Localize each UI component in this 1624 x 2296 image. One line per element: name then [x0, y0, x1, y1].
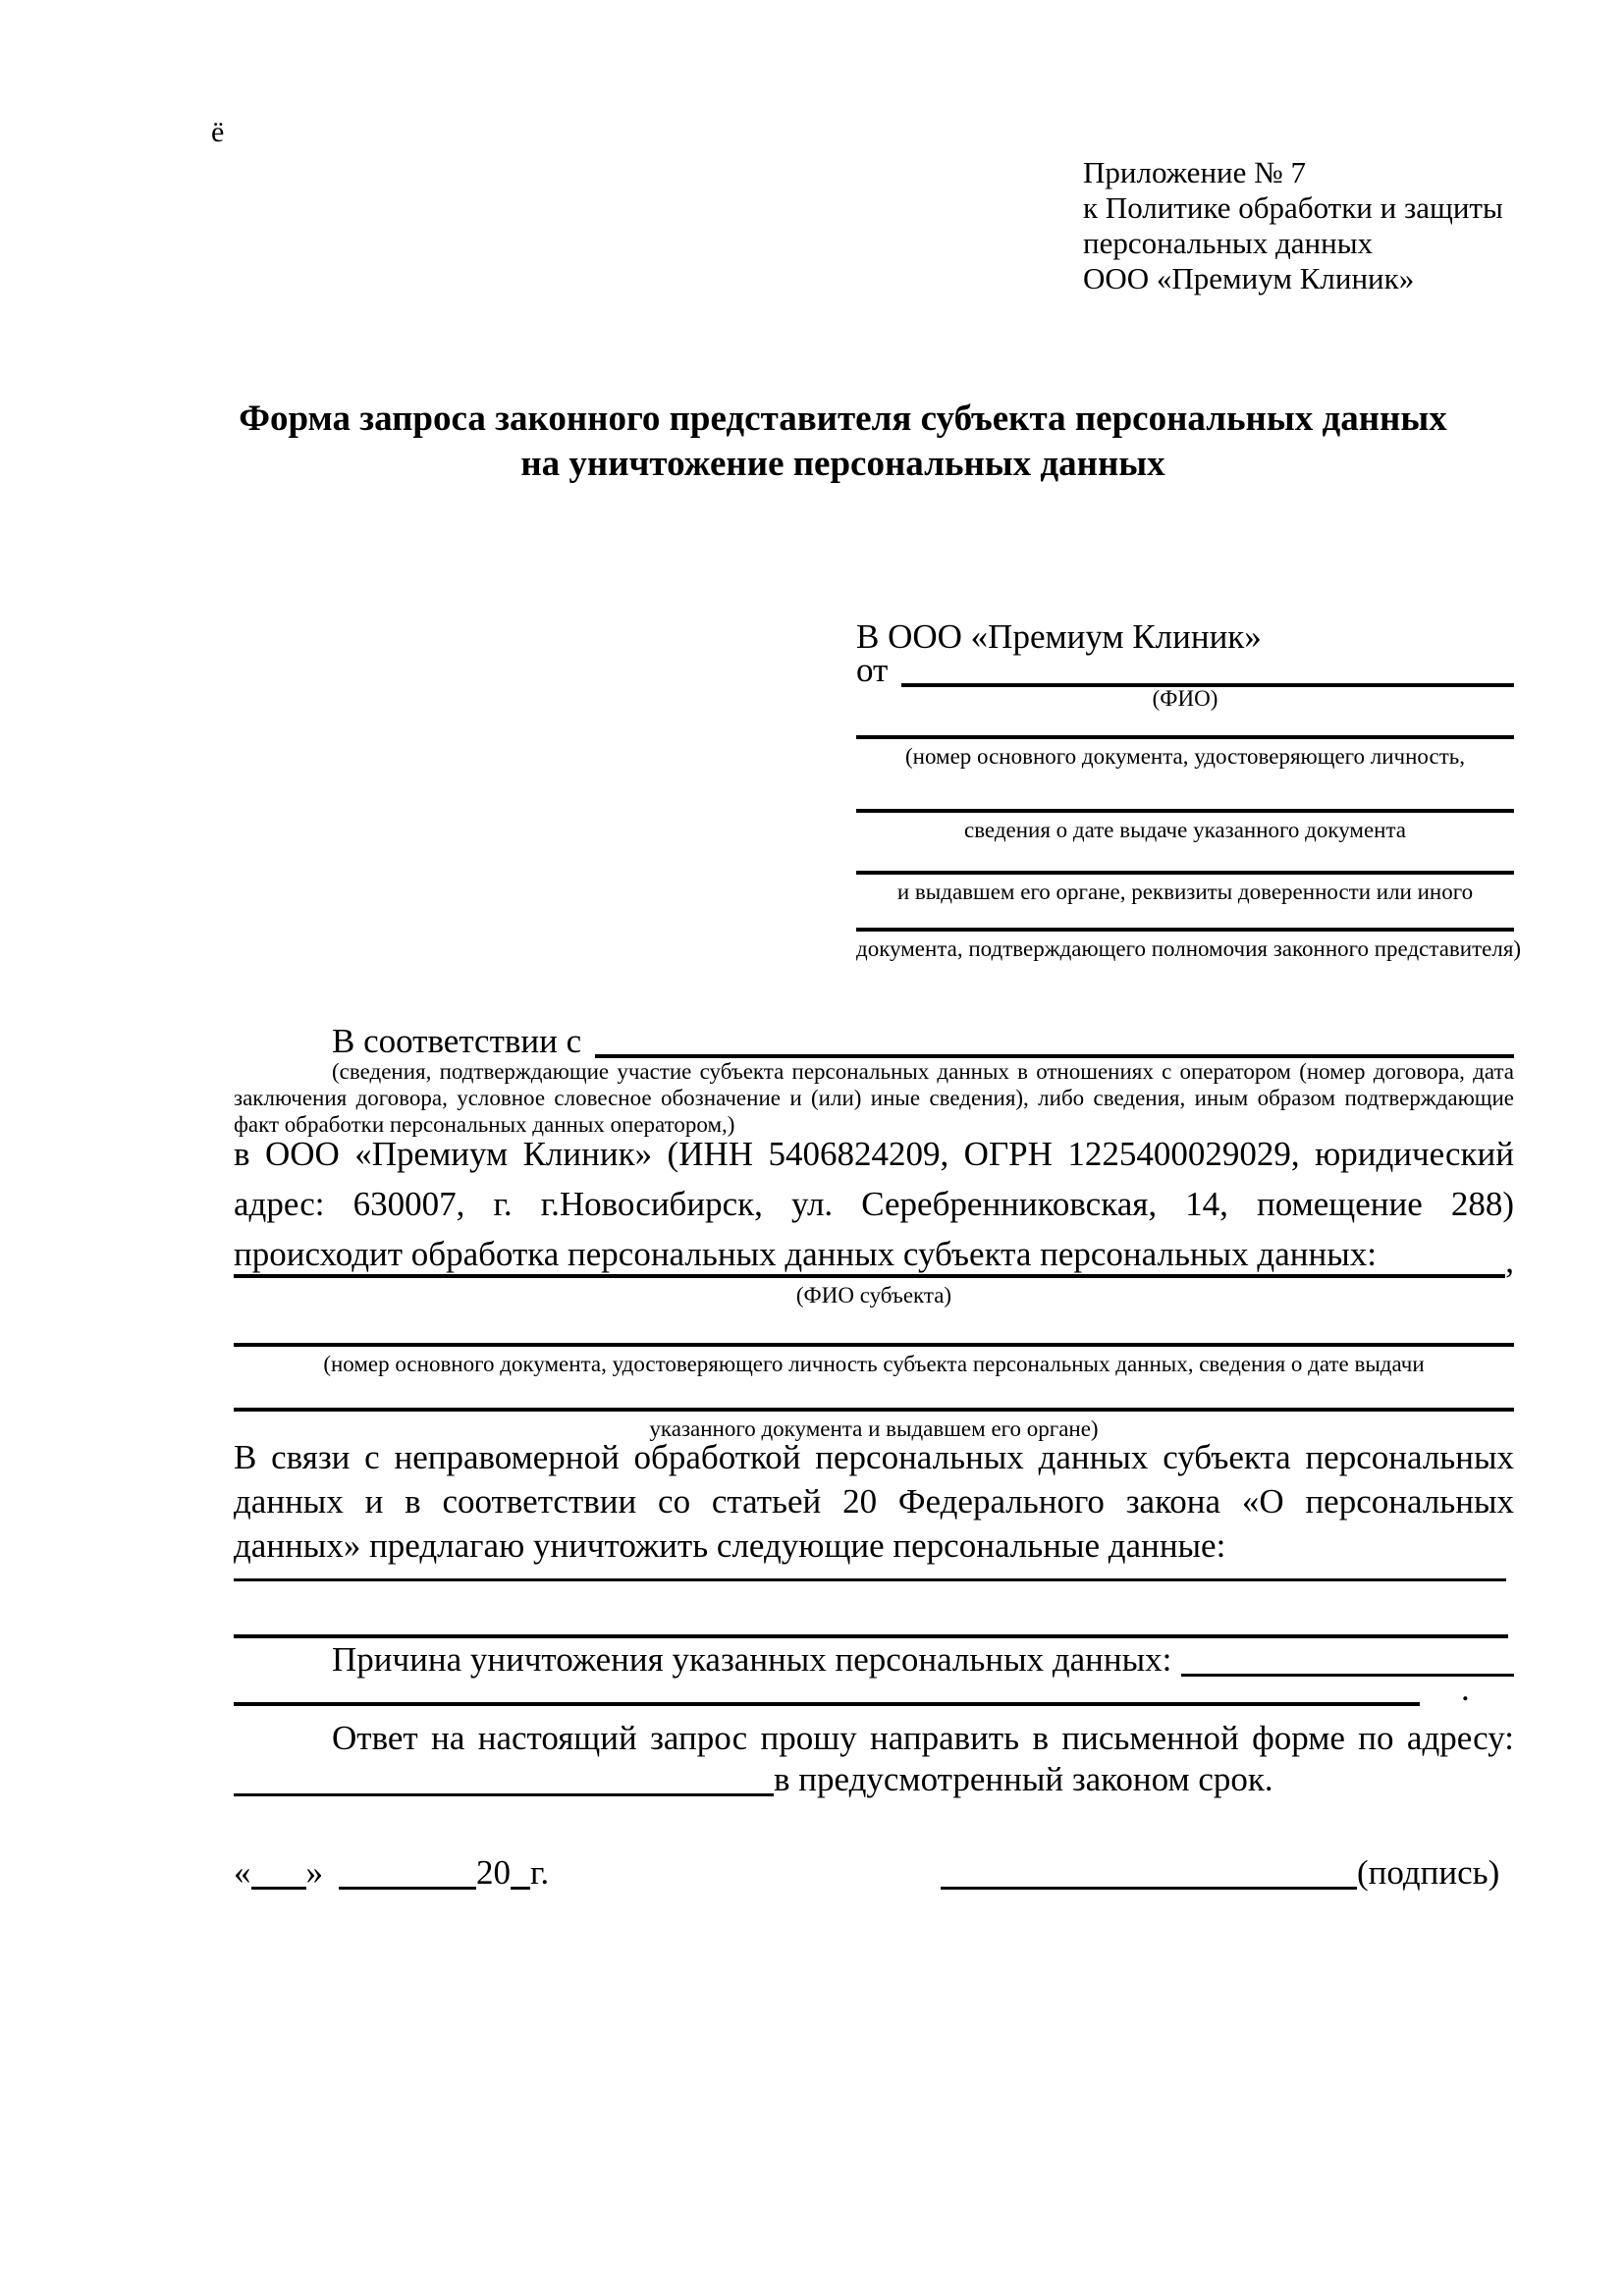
month-field-line — [339, 1887, 476, 1890]
year-suffix: г. — [530, 1853, 550, 1892]
answer-address-row — [234, 1757, 1514, 1801]
trailing-comma: , — [1505, 1242, 1514, 1280]
appendix-line: ООО «Премиум Клиник» — [1083, 261, 1415, 295]
unlawful-paragraph: В связи с неправомерной обработкой персональных данных субъекта персональных данных и в соответствии со статьей 20 Федерального закона «О персональных данных» предлагаю уничтожить следующие персональные данные: — [234, 1438, 1514, 1565]
signature-field-line — [941, 1887, 1357, 1890]
day-field-line — [251, 1887, 306, 1890]
subject-doc-field-line-2 — [234, 1408, 1514, 1412]
reason-label: Причина уничтожения указанных персональных данных: — [332, 1640, 1172, 1679]
data-to-destroy-line-1 — [234, 1578, 1506, 1581]
addressee-organization: В ООО «Премиум Клиник» — [856, 617, 1262, 656]
stray-character: ё — [211, 116, 225, 148]
accordance-note: (сведения, подтверждающие участие субъекта персональных данных в отношениях с оператором (номер договора, дата заключения договора, условное словесное обозначение и (или) иные сведения), либо сведения, иным образом подтверждающие факт обработки персональных данных оператором,) — [234, 1059, 1514, 1137]
subject-fio-row — [234, 1239, 1514, 1283]
issuer-field-line — [856, 871, 1514, 875]
reason-field-line-2 — [234, 1702, 1420, 1706]
quote-open: « — [234, 1853, 251, 1892]
accordance-row — [234, 1019, 1514, 1063]
issuer-caption: и выдавшем его органе, реквизиты доверенности или иного — [896, 880, 1474, 904]
doc-number-caption: (номер основного документа, удостоверяющего личность, — [904, 744, 1465, 769]
appendix-block — [1083, 155, 1503, 296]
signature-caption: (подпись) — [1357, 1853, 1500, 1892]
reason-continuation-row — [234, 1667, 1514, 1711]
answer-tail: в предусмотренный законом срок. — [774, 1760, 1273, 1798]
from-label: от — [856, 651, 889, 689]
subject-doc-caption-1: (номер основного документа, удостоверяющего личность субъекта персональных данных, сведения о дате выдачи — [323, 1352, 1425, 1376]
quote-close: » — [305, 1853, 323, 1892]
authority-caption: документа, подтверждающего полномочия законного представителя) — [856, 936, 1522, 961]
form-title-line1: Форма запроса законного представителя субъекта персональных данных — [239, 399, 1447, 439]
year-field-line — [511, 1887, 530, 1890]
appendix-line: Приложение № 7 — [1083, 155, 1306, 189]
doc-number-field-line — [856, 735, 1514, 739]
appendix-line: персональных данных — [1083, 226, 1374, 260]
subject-doc-field-line — [234, 1343, 1514, 1347]
form-title — [172, 397, 1514, 487]
fio-caption: (ФИО) — [1152, 686, 1218, 711]
answer-request: Ответ на настоящий запрос прошу направить в письменной форме по адресу: — [332, 1719, 1514, 1757]
date-row — [234, 1850, 549, 1895]
issue-date-caption: сведения о дате выдаче указанного документа — [963, 818, 1407, 842]
signature-row — [941, 1850, 1499, 1895]
accordance-lead: В соответствии с — [332, 1022, 582, 1060]
appendix-line: к Политике обработки и защиты — [1083, 190, 1503, 225]
issue-date-field-line — [856, 809, 1514, 813]
subject-fio-field-line — [234, 1274, 1505, 1278]
subject-doc-caption-2: указанного документа и выдавшем его органе) — [649, 1416, 1099, 1441]
subject-fio-caption: (ФИО субъекта) — [795, 1283, 952, 1308]
form-title-line2: на уничтожение персональных данных — [520, 444, 1165, 484]
authority-field-line — [856, 928, 1514, 932]
address-field-line — [234, 1793, 774, 1796]
trailing-period: . — [1461, 1670, 1470, 1708]
year-prefix: 20 — [476, 1853, 511, 1892]
operator-paragraph: в ООО «Премиум Клиник» (ИНН 5406824209, ОГРН 1225400029029, юридический адрес: 630007, г. г.Новосибирск, ул. Серебренниковская, 14, помещение 288) происходит обработка персональных данных субъекта персональных данных: — [234, 1135, 1514, 1273]
